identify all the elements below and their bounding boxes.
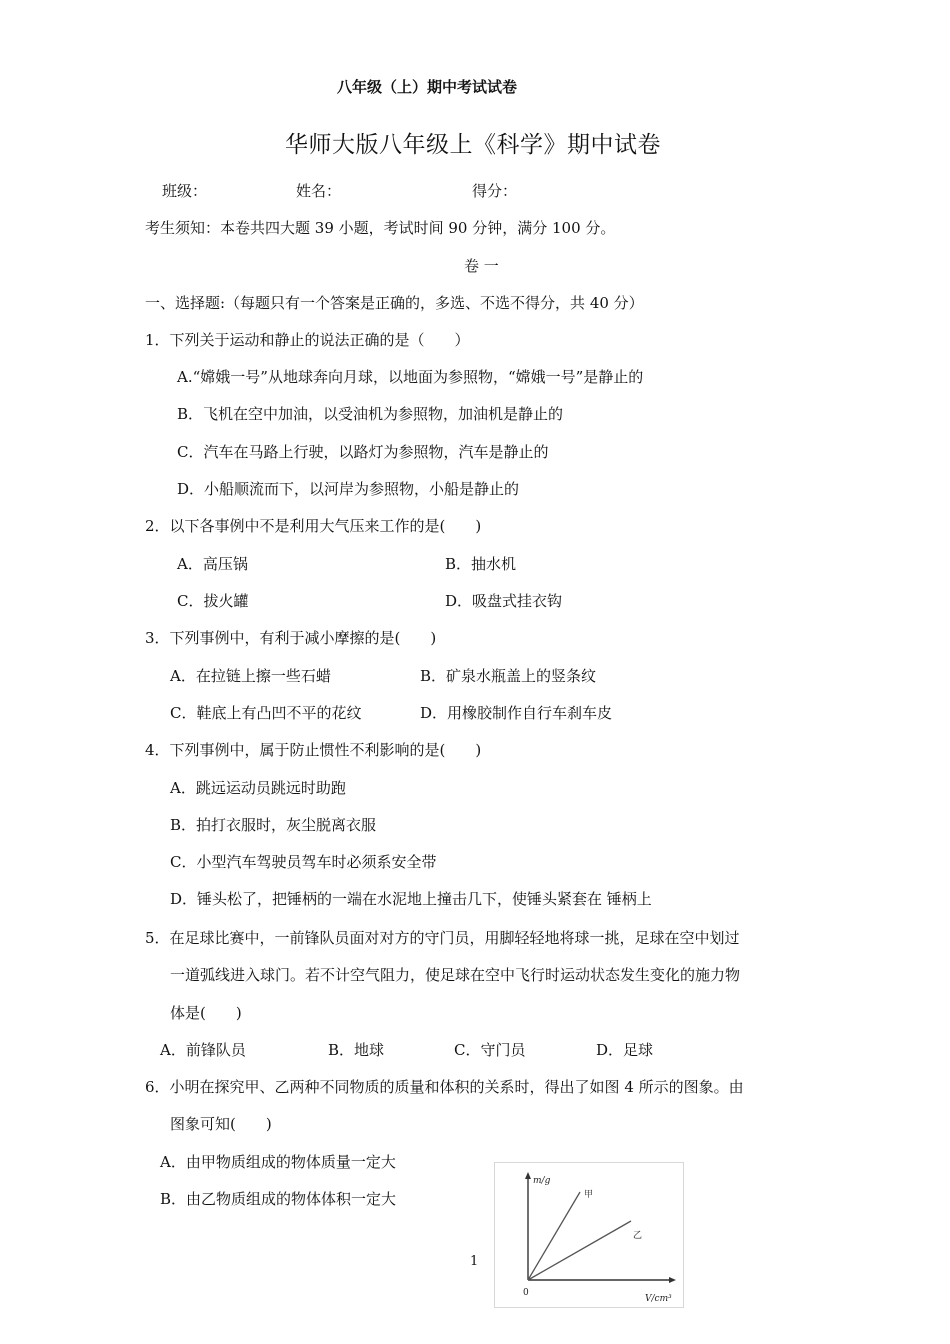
question-5-option-c: C．守门员 <box>454 1041 526 1059</box>
graph-y-arrow <box>525 1172 531 1179</box>
header-title: 八年级（上）期中考试试卷 <box>337 78 518 96</box>
question-3-option-a: A．在拉链上擦一些石蜡 <box>170 667 331 685</box>
page-number: 1 <box>470 1254 479 1269</box>
exam-notice: 考生须知：本卷共四大题 39 小题，考试时间 90 分钟，满分 100 分。 <box>145 219 616 237</box>
question-2-option-d: D．吸盘式挂衣钩 <box>445 592 563 610</box>
exam-title: 华师大版八年级上《科学》期中试卷 <box>285 132 661 158</box>
graph-origin-label: 0 <box>523 1288 529 1298</box>
question-5-option-b: B．地球 <box>328 1041 385 1059</box>
question-1-option-a: A.“嫦娥一号”从地球奔向月球，以地面为参照物，“嫦娥一号”是静止的 <box>177 368 644 386</box>
graph-line-jia <box>528 1192 580 1280</box>
question-6-option-b: B．由乙物质组成的物体体积一定大 <box>160 1190 397 1208</box>
question-2-stem: 2．以下各事例中不是利用大气压来工作的是( ) <box>145 517 482 535</box>
question-1-option-b: B．飞机在空中加油，以受油机为参照物，加油机是静止的 <box>177 405 564 423</box>
question-4-option-b: B．拍打衣服时，灰尘脱离衣服 <box>170 816 377 834</box>
question-3-option-b: B．矿泉水瓶盖上的竖条纹 <box>420 667 597 685</box>
question-3-option-c: C．鞋底上有凸凹不平的花纹 <box>170 704 362 722</box>
graph-line-yi <box>528 1221 631 1280</box>
question-6-line-2: 图象可知( ) <box>170 1115 272 1133</box>
name-label: 姓名： <box>296 182 342 200</box>
graph-y-label: m/g <box>533 1176 551 1186</box>
graph-x-arrow <box>669 1277 676 1283</box>
graph-label-yi: 乙 <box>633 1231 643 1241</box>
question-5-line-3: 体是( ) <box>170 1004 242 1022</box>
question-3-stem: 3．下列事例中，有利于减小摩擦的是( ) <box>145 629 437 647</box>
question-1-option-c: C．汽车在马路上行驶，以路灯为参照物，汽车是静止的 <box>177 443 549 461</box>
question-2-option-c: C．拔火罐 <box>177 592 249 610</box>
question-4-stem: 4．下列事例中，属于防止惯性不利影响的是( ) <box>145 741 482 759</box>
question-1-option-d: D．小船顺流而下，以河岸为参照物，小船是静止的 <box>177 480 520 498</box>
question-2-option-a: A．高压锅 <box>177 555 248 573</box>
question-4-option-c: C．小型汽车驾驶员驾车时必须系安全带 <box>170 853 437 871</box>
question-5-line-1: 5．在足球比赛中，一前锋队员面对对方的守门员，用脚轻轻地将球一挑，足球在空中划过 <box>145 929 740 947</box>
graph-x-label: V/cm³ <box>645 1294 672 1304</box>
graph-svg <box>495 1163 683 1307</box>
question-3-option-d: D．用橡胶制作自行车刹车皮 <box>420 704 613 722</box>
volume-heading: 卷 一 <box>464 257 499 275</box>
question-6-line-1: 6．小明在探究甲、乙两种不同物质的质量和体积的关系时，得出了如图 4 所示的图象。由 <box>145 1078 744 1096</box>
score-label: 得分： <box>472 182 518 200</box>
question-6-option-a: A．由甲物质组成的物体质量一定大 <box>160 1153 396 1171</box>
graph-label-jia: 甲 <box>584 1190 594 1200</box>
class-label: 班级： <box>162 182 208 200</box>
question-4-option-d: D．锤头松了，把锤柄的一端在水泥地上撞击几下，使锤头紧套在 锤柄上 <box>170 890 652 908</box>
section-heading: 一、选择题:（每题只有一个答案是正确的，多选、不选不得分，共 40 分） <box>145 294 644 312</box>
mass-volume-graph <box>494 1162 684 1308</box>
question-5-line-2: 一道弧线进入球门。若不计空气阻力，使足球在空中飞行时运动状态发生变化的施力物 <box>170 966 741 984</box>
question-2-option-b: B．抽水机 <box>445 555 517 573</box>
question-1-stem: 1．下列关于运动和静止的说法正确的是（ ） <box>145 331 470 349</box>
question-4-option-a: A．跳远运动员跳远时助跑 <box>170 779 346 797</box>
question-5-option-a: A．前锋队员 <box>160 1041 246 1059</box>
question-5-option-d: D．足球 <box>596 1041 654 1059</box>
